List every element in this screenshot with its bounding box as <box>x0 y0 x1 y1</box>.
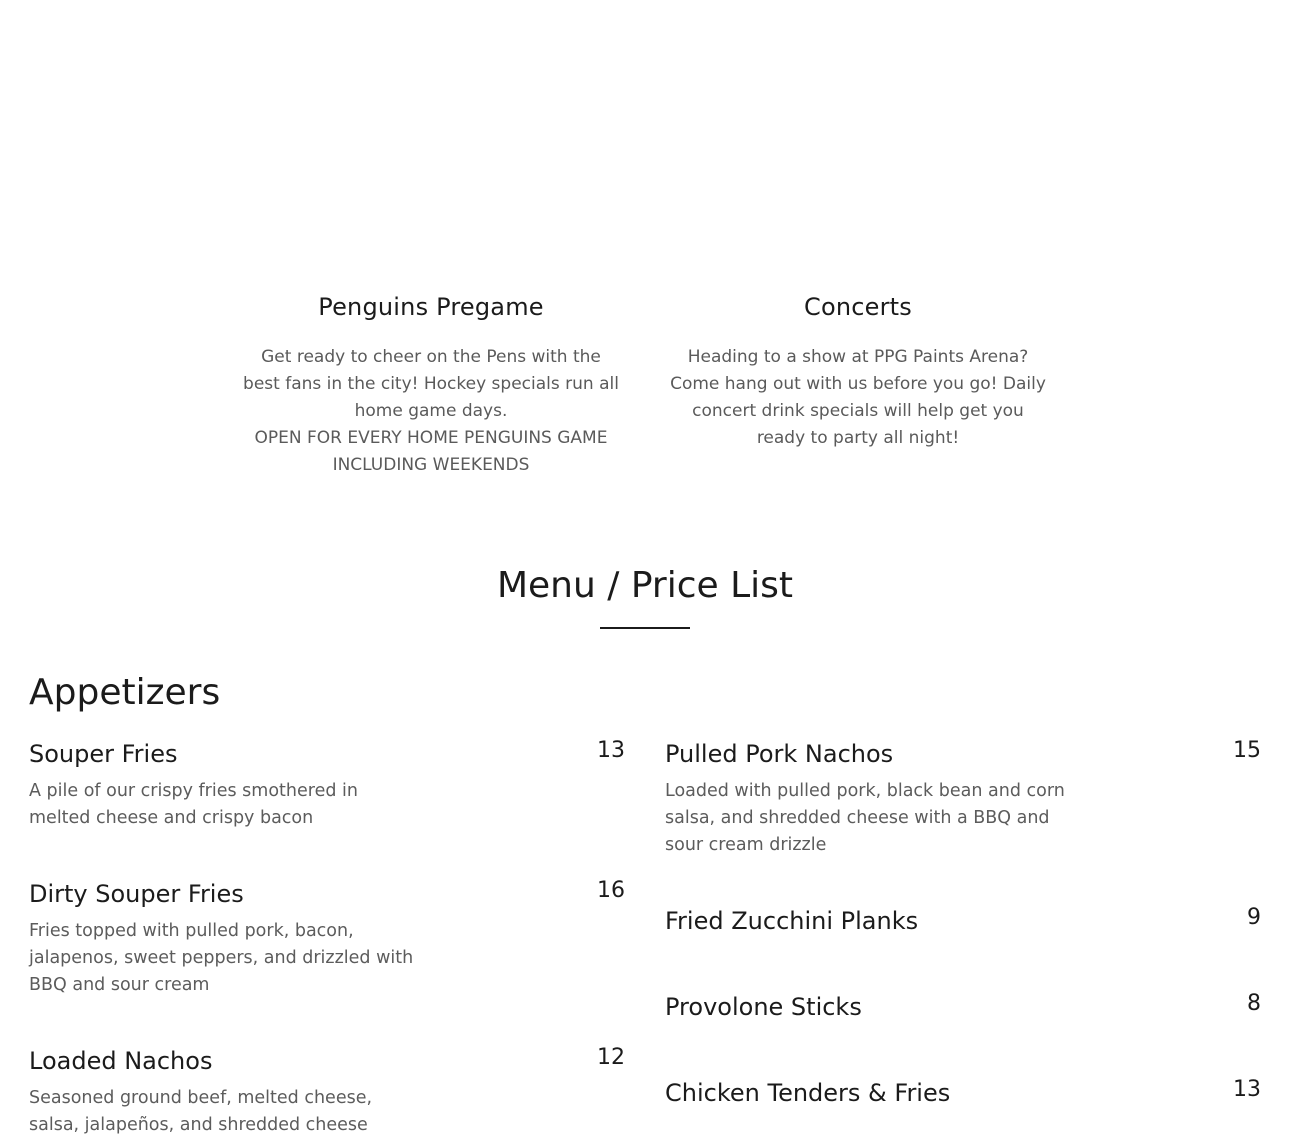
menu-item-price: 16 <box>597 878 625 903</box>
feature-description-line: OPEN FOR EVERY HOME PENGUINS GAME INCLUDING WEEKENDS <box>254 428 608 475</box>
feature-concerts <box>668 290 1048 452</box>
menu-item-loaded-nachos <box>29 1046 625 1139</box>
feature-description <box>668 344 1048 452</box>
menu-item-price: 13 <box>1233 1077 1261 1102</box>
menu-heading: Menu / Price List <box>496 565 794 606</box>
menu-item-price: 15 <box>1233 738 1261 763</box>
menu-item-name: Loaded Nachos <box>29 1047 213 1075</box>
menu-item-name: Pulled Pork Nachos <box>665 740 894 768</box>
menu-item-price: 12 <box>597 1045 625 1070</box>
menu-item-description: Fries topped with pulled pork, bacon, jalapenos, sweet peppers, and drizzled with BBQ and sour cream <box>29 921 414 995</box>
hero-image-area <box>0 0 1290 270</box>
menu-item-description: Loaded with pulled pork, black bean and corn salsa, and shredded cheese with a BBQ and sour cream drizzle <box>665 781 1065 855</box>
feature-description-line: Heading to a show at PPG Paints Arena? Come hang out with us before you go! Daily concert drink specials will help get you ready to party all night! <box>670 347 1046 448</box>
menu-item-name: Fried Zucchini Planks <box>665 907 919 935</box>
menu-item-price: 9 <box>1247 905 1261 930</box>
feature-description <box>241 344 621 479</box>
menu-item-price: 8 <box>1247 991 1261 1016</box>
menu-item-dirty-souper-fries <box>29 879 625 999</box>
feature-penguins-pregame <box>241 290 621 479</box>
menu-item-name: Souper Fries <box>29 740 178 768</box>
heading-divider <box>600 627 690 629</box>
menu-item-fried-zucchini-planks <box>665 906 1261 936</box>
menu-item-name: Chicken Tenders & Fries <box>665 1079 951 1107</box>
menu-item-provolone-sticks <box>665 992 1261 1022</box>
menu-item-name: Dirty Souper Fries <box>29 880 244 908</box>
menu-item-description: A pile of our crispy fries smothered in melted cheese and crispy bacon <box>29 781 358 828</box>
feature-description-line: Get ready to cheer on the Pens with the best fans in the city! Hockey specials run all home game days. <box>243 347 619 421</box>
feature-title: Concerts <box>804 293 912 321</box>
menu-item-pulled-pork-nachos <box>665 739 1261 859</box>
menu-item-souper-fries <box>29 739 625 832</box>
section-title-appetizers: Appetizers <box>29 672 221 713</box>
menu-item-price: 13 <box>597 738 625 763</box>
feature-title: Penguins Pregame <box>318 293 544 321</box>
menu-item-description: Seasoned ground beef, melted cheese, salsa, jalapeños, and shredded cheese <box>29 1088 373 1135</box>
menu-item-chicken-tenders-fries <box>665 1078 1261 1108</box>
menu-item-name: Provolone Sticks <box>665 993 862 1021</box>
